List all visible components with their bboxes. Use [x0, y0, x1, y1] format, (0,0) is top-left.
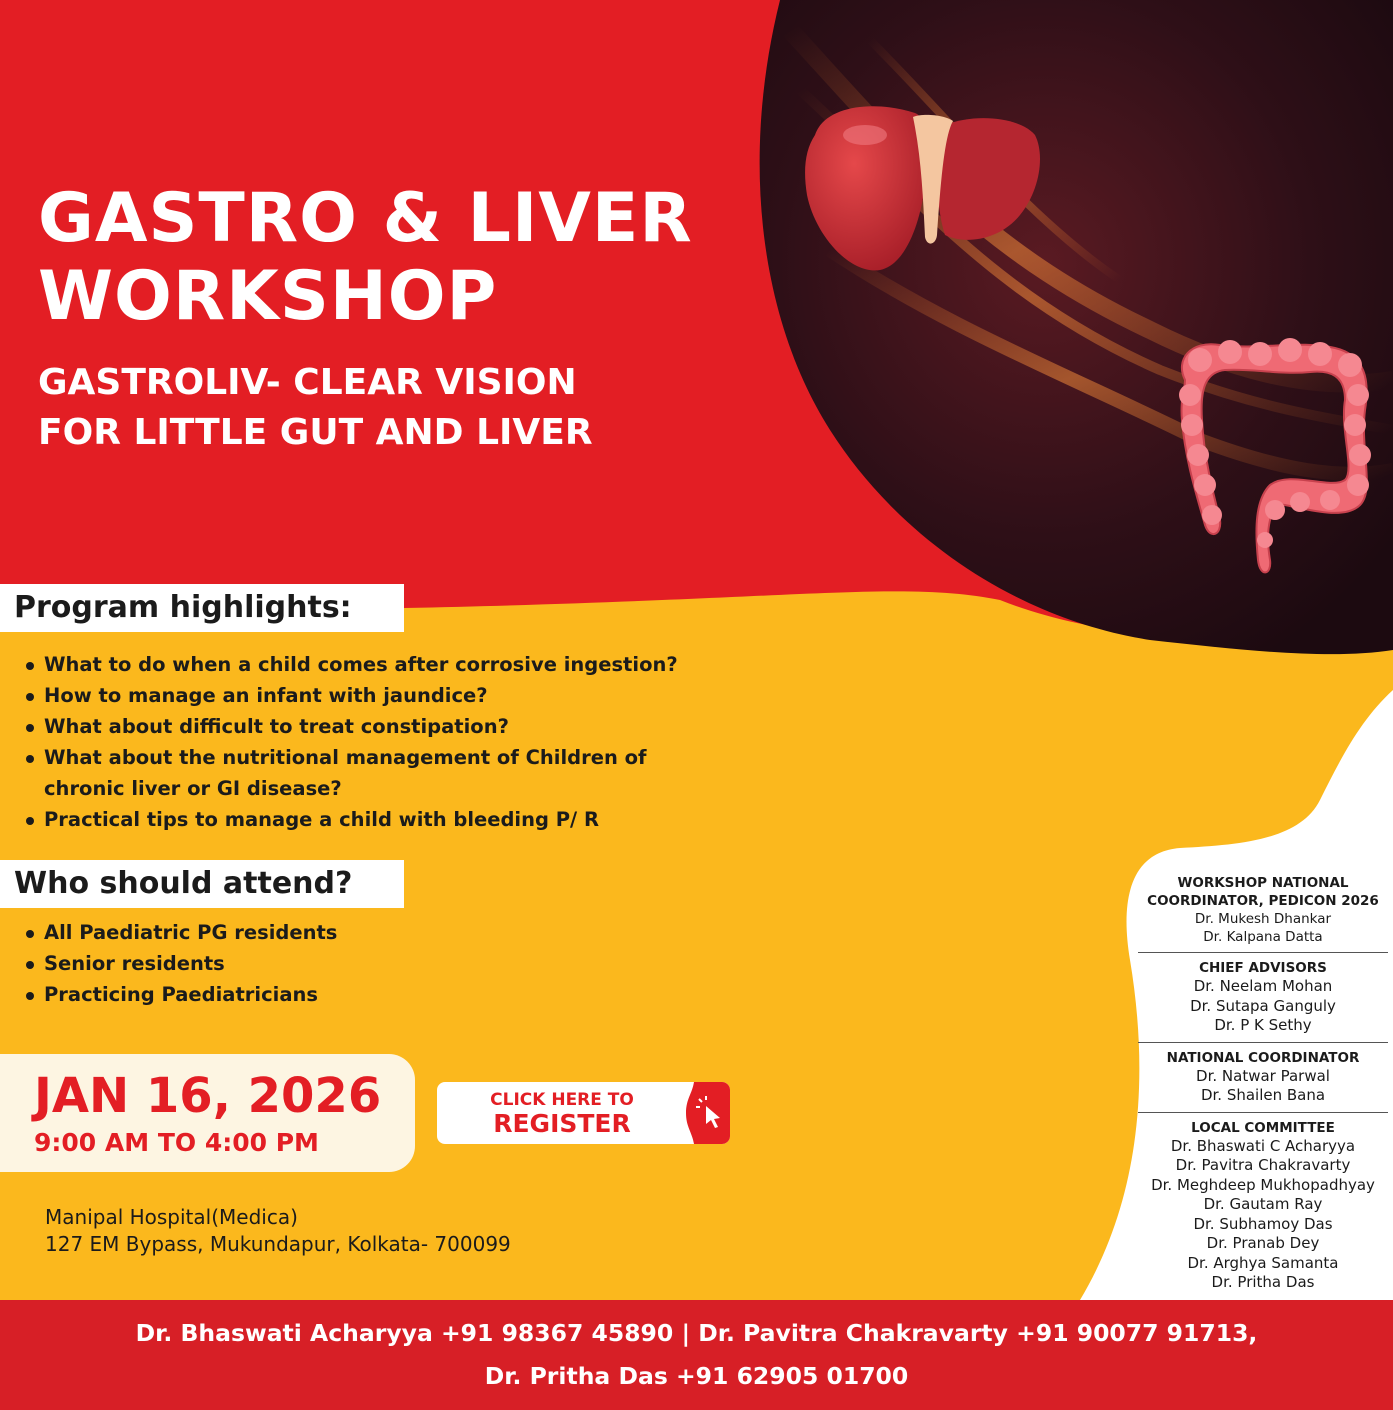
- committee-member: Dr. Pritha Das: [1211, 1273, 1315, 1291]
- committee-heading: COORDINATOR, PEDICON 2026: [1147, 893, 1379, 909]
- committee-member: Dr. Subhamoy Das: [1193, 1214, 1333, 1233]
- committee-member: Dr. Neelam Mohan: [1193, 977, 1333, 995]
- who-should-attend-heading: Who should attend?: [0, 860, 404, 908]
- committee-member: Dr. Shailen Bana: [1200, 1086, 1326, 1104]
- venue-street: 127 EM Bypass, Mukundapur, Kolkata- 700099: [45, 1232, 511, 1256]
- chief-advisors-group: [1138, 957, 1388, 1042]
- program-highlights-heading: Program highlights:: [0, 584, 404, 632]
- subtitle-line2: FOR LITTLE GUT AND LIVER: [38, 412, 593, 453]
- list-item: Senior residents: [24, 948, 424, 979]
- event-date: JAN 16, 2026: [34, 1068, 382, 1124]
- workshop-subtitle: [38, 358, 593, 458]
- committee-member: Dr. Meghdeep Mukhopadhyay: [1151, 1175, 1375, 1194]
- colon-icon: [1160, 320, 1390, 590]
- list-item: What about the nutritional management of Children of chronic liver or GI disease?: [24, 742, 684, 804]
- committee-member: Dr. Gautam Ray: [1203, 1195, 1323, 1213]
- program-highlights-list: [24, 649, 704, 835]
- committee-member: Dr. Mukesh Dhankar: [1194, 911, 1332, 927]
- divider: [1138, 1112, 1388, 1113]
- committee-member: Dr. Kalpana Datta: [1203, 929, 1323, 945]
- list-item: Practicing Paediatricians: [24, 979, 424, 1010]
- committee-member: Dr. Arghya Samanta: [1187, 1253, 1339, 1272]
- venue-name: Manipal Hospital(Medica): [45, 1205, 298, 1229]
- register-button[interactable]: [437, 1082, 730, 1144]
- national-coordinator-group: [1138, 1047, 1388, 1112]
- list-item: What about difficult to treat constipation?: [24, 711, 704, 742]
- attendee-list: [24, 917, 424, 1010]
- liver-icon: [795, 95, 1045, 285]
- workshop-coordinator-group: [1138, 872, 1388, 952]
- contact-line2: Dr. Pritha Das +91 62905 01700: [484, 1362, 909, 1390]
- workshop-title: [38, 180, 693, 336]
- local-committee-group: [1138, 1117, 1388, 1299]
- committee-member: Dr. Pavitra Chakravarty: [1175, 1156, 1351, 1174]
- committee-member: Dr. Natwar Parwal: [1196, 1066, 1330, 1085]
- committee-member: Dr. Bhaswati C Acharyya: [1170, 1136, 1356, 1155]
- subtitle-line1: GASTROLIV- CLEAR VISION: [38, 362, 577, 403]
- list-item: All Paediatric PG residents: [24, 917, 424, 948]
- list-item: What to do when a child comes after corrosive ingestion?: [24, 649, 704, 680]
- committee-heading: NATIONAL COORDINATOR: [1166, 1049, 1360, 1066]
- title-line2: WORKSHOP: [38, 257, 498, 336]
- committee-member: Dr. Pranab Dey: [1206, 1234, 1320, 1252]
- divider: [1138, 1042, 1388, 1043]
- contact-footer: [0, 1300, 1393, 1410]
- register-line2: REGISTER: [493, 1109, 631, 1138]
- register-line1: CLICK HERE TO: [490, 1090, 634, 1110]
- committee-panel: [1138, 872, 1388, 1299]
- cursor-click-icon: [684, 1082, 730, 1144]
- title-line1: GASTRO & LIVER: [38, 179, 693, 258]
- list-item: Practical tips to manage a child with bleeding P/ R: [24, 804, 704, 835]
- committee-heading: LOCAL COMMITTEE: [1191, 1119, 1335, 1136]
- contact-line1: Dr. Bhaswati Acharyya +91 98367 45890 | Dr. Pavitra Chakravarty +91 90077 91713,: [135, 1319, 1258, 1347]
- list-item: How to manage an infant with jaundice?: [24, 680, 704, 711]
- committee-member: Dr. P K Sethy: [1214, 1016, 1312, 1034]
- event-time: 9:00 AM TO 4:00 PM: [34, 1128, 319, 1157]
- divider: [1138, 952, 1388, 953]
- committee-heading: CHIEF ADVISORS: [1199, 960, 1327, 976]
- committee-heading: WORKSHOP NATIONAL: [1177, 875, 1349, 891]
- venue-address: [45, 1204, 511, 1258]
- committee-member: Dr. Sutapa Ganguly: [1190, 996, 1336, 1015]
